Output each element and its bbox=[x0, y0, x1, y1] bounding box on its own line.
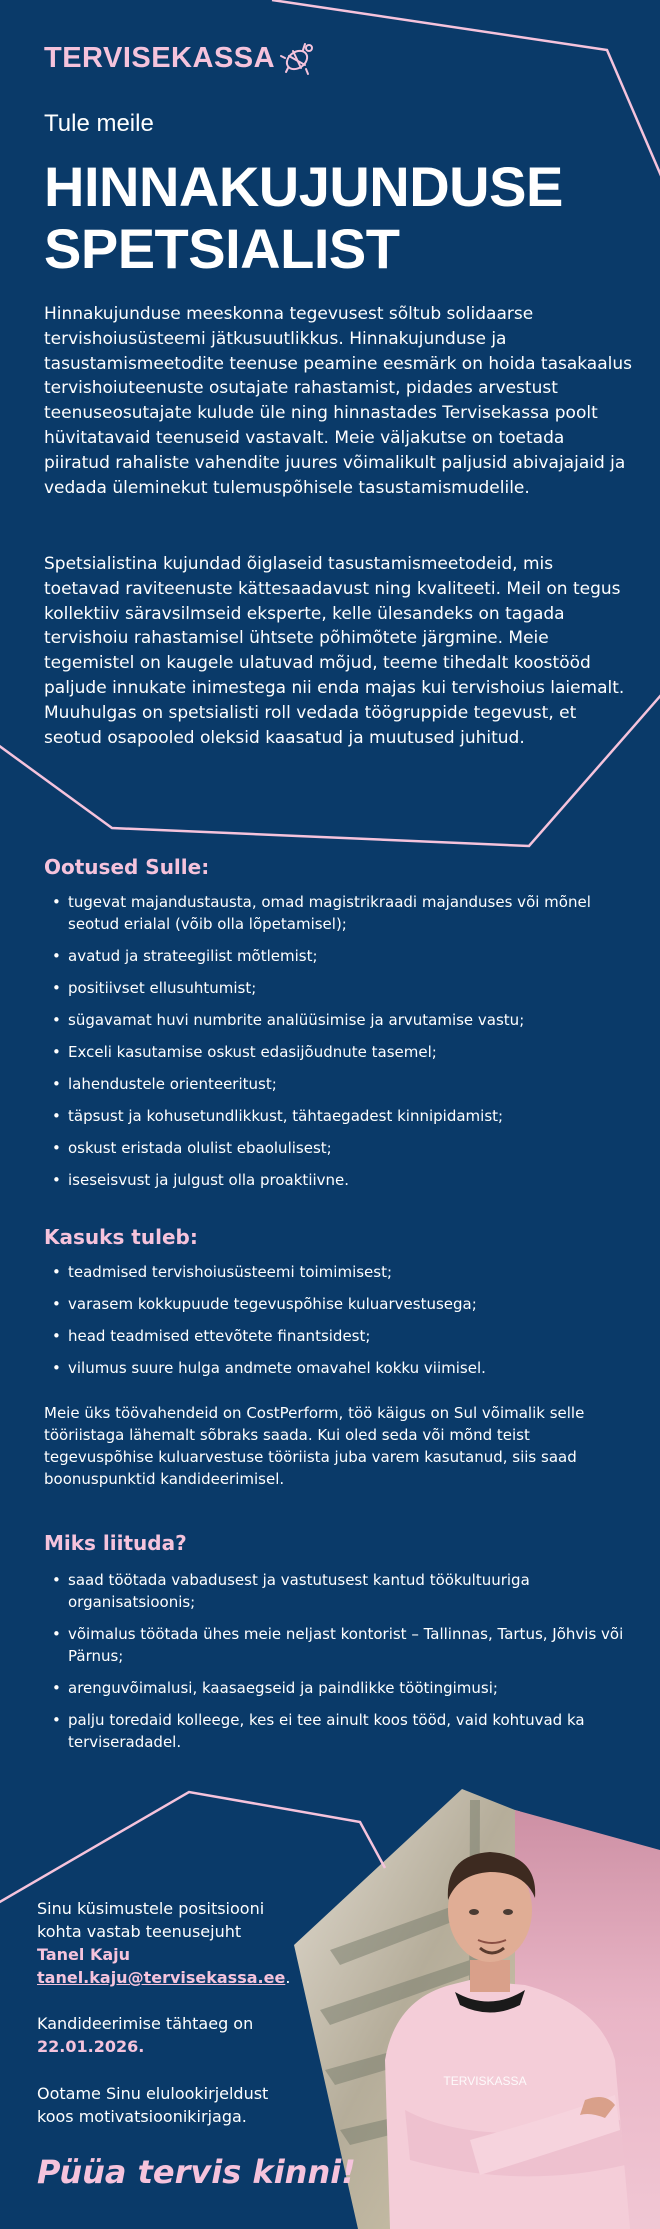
shirt-logo-text: TERVISKASSA bbox=[443, 2074, 527, 2088]
application-cta: Ootame Sinu elulookirjeldust koos motivatsioonikirjaga. bbox=[37, 2084, 269, 2126]
costperform-note: Meie üks töövahendeid on CostPerform, töö käigus on Sul võimalik selle tööriistaga lähemalt sõbraks saada. Kui oled seda või mõnd teist tegevuspõhise kuluarvestuse tööriista juba varem kasutanud, siis saad boonuspunktid kandideerimisel. bbox=[44, 1404, 585, 1488]
deadline-date: 22.01.2026. bbox=[37, 2037, 145, 2056]
list-item: • võimalus töötada ühes meie neljast kontorist – Tallinnas, Tartus, Jõhvis või Pärnus; bbox=[52, 1623, 632, 1667]
list-item: • palju toredaid kolleege, kes ei tee ainult koos tööd, vaid kohtuvad ka terviseradadel. bbox=[52, 1709, 632, 1753]
list-item: • tugevat majandustausta, omad magistrikraadi majanduses või mõnel seotud erialal (võib olla lõpetamisel); bbox=[52, 891, 632, 935]
list-item: • arenguvõimalusi, kaasaegseid ja paindlikke töötingimusi; bbox=[52, 1677, 632, 1699]
job-title bbox=[44, 156, 644, 280]
list-item: • sügavamat huvi numbrite analüüsimise ja arvutamise vastu; bbox=[52, 1009, 632, 1031]
turtle-icon bbox=[279, 38, 319, 78]
intro-paragraph-2: Spetsialistina kujundad õiglaseid tasustamismeetodeid, mis toetavad raviteenuste kättesaadavust ning kvaliteeti. Meil on tegus kollektiiv säravsilmseid eksperte, kelle ülesandeks on tagada tervishoiu rahastamisel ühtsete põhimõtete järgmine. Meie tegemistel on kaugele ulatuvad mõjud, teeme tihedalt koostööd paljude innukate inimestega nii enda majas kui tervishoius laiemalt. Muuhulgas on spetsialisti roll vedada töögruppide tegevust, et seotud osapooled oleksid kaasatud ja muutused juhitud. bbox=[44, 554, 625, 748]
advantages-list bbox=[52, 1261, 632, 1389]
contact-name: Tanel Kaju bbox=[37, 1945, 131, 1964]
list-item: • lahendustele orienteeritust; bbox=[52, 1073, 632, 1095]
list-item: • head teadmised ettevõtete finantsidest; bbox=[52, 1325, 632, 1347]
expectations-heading: Ootused Sulle: bbox=[44, 855, 210, 879]
intro-paragraph-1: Hinnakujunduse meeskonna tegevusest sõltub solidaarse tervishoiusüsteemi jätkusuutlikkus. Hinnakujunduse ja tasustamismeetodite teenuse peamine eesmärk on hoida tasakaalus tervishoiuteenuste osutajate rahastamist, pidades arvestust teenuseosutajate kulude üle ning hinnastades Tervisekassa poolt hüvitatavaid teenuseid vastavalt. Meie väljakutse on toetada piiratud rahaliste vahendite juures võimalikult paljusid abivajajaid ja vedada üleminekut tulemuspõhisele tasustamismudelile. bbox=[44, 304, 632, 498]
job-title-line2: SPETSIALIST bbox=[44, 217, 400, 280]
list-item: • varasem kokkupuude tegevuspõhise kuluarvestusega; bbox=[52, 1293, 632, 1315]
email-suffix: . bbox=[285, 1968, 291, 1987]
list-item: • saad töötada vabadusest ja vastutusest kantud töökultuuriga organisatsioonis; bbox=[52, 1569, 632, 1613]
list-item: • Exceli kasutamise oskust edasijõudnute tasemel; bbox=[52, 1041, 632, 1063]
list-item: • iseseisvust ja julgust olla proaktiivne. bbox=[52, 1169, 632, 1191]
list-item: • oskust eristada olulist ebaolulisest; bbox=[52, 1137, 632, 1159]
contact-block bbox=[37, 1897, 297, 1989]
bottom-decor-line bbox=[0, 1792, 385, 1903]
advantages-heading: Kasuks tuleb: bbox=[44, 1225, 198, 1249]
eyebrow-text: Tule meile bbox=[44, 110, 154, 137]
deadline-label: Kandideerimise tähtaeg on bbox=[37, 2014, 254, 2033]
list-item: • vilumus suure hulga andmete omavahel kokku viimisel. bbox=[52, 1357, 632, 1379]
list-item: • avatud ja strateegilist mõtlemist; bbox=[52, 945, 632, 967]
list-item: • teadmised tervishoiusüsteemi toimimisest; bbox=[52, 1261, 632, 1283]
brand-name: TERVISEKASSA bbox=[44, 41, 276, 74]
expectations-list bbox=[52, 891, 632, 1201]
contact-intro: Sinu küsimustele positsiooni kohta vastab teenusejuht bbox=[37, 1899, 265, 1941]
contact-email-link[interactable]: tanel.kaju@tervisekassa.ee bbox=[37, 1968, 286, 1987]
why-join-heading: Miks liituda? bbox=[44, 1531, 187, 1555]
list-item: • positiivset ellusuhtumist; bbox=[52, 977, 632, 999]
brand-logo[interactable] bbox=[44, 38, 319, 78]
job-title-line1: HINNAKUJUNDUSE bbox=[44, 155, 563, 218]
slogan: Püüa tervis kinni! bbox=[37, 2153, 356, 2191]
list-item: • täpsust ja kohusetundlikkust, tähtaegadest kinnipidamist; bbox=[52, 1105, 632, 1127]
deadline-block bbox=[37, 2012, 297, 2058]
why-join-list bbox=[52, 1569, 632, 1763]
